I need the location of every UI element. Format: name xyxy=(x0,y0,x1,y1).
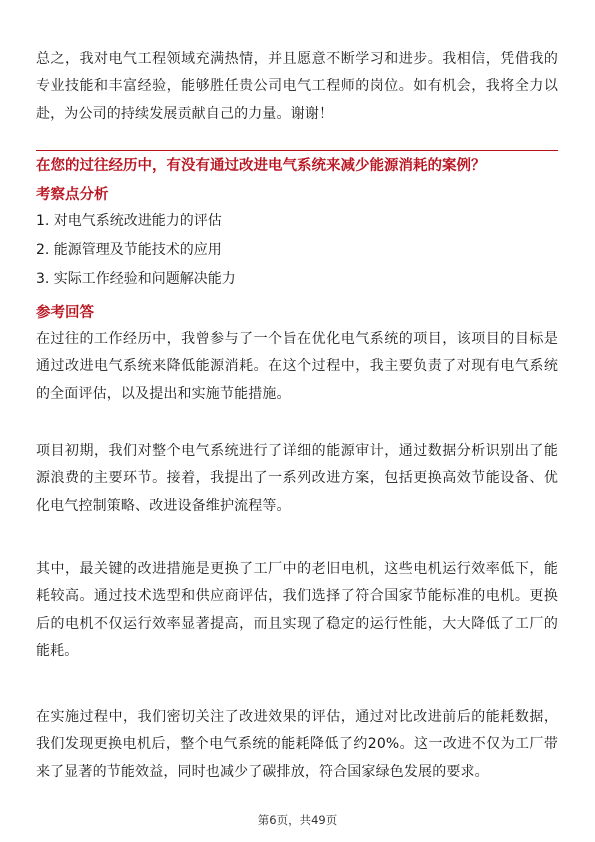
closing-paragraph: 总之，我对电气工程领域充满热情，并且愿意不断学习和进步。我相信，凭借我的专业技能和丰富经验，能够胜任贵公司电气工程师的岗位。如有机会，我将全力以赴，为公司的持续发展贡献自己的力量。谢谢！ xyxy=(36,51,558,122)
analysis-item-3: 3. 实际工作经验和问题解决能力 xyxy=(36,271,236,287)
answer-heading: 参考回答 xyxy=(36,305,94,321)
question-divider xyxy=(36,150,558,151)
answer-paragraph-2: 项目初期，我们对整个电气系统进行了详细的能源审计，通过数据分析识别出了能源浪费的主要环节。接着，我提出了一系列改进方案，包括更换高效节能设备、优化电气控制策略、改进设备维护流程等。 xyxy=(36,443,558,514)
analysis-heading: 考察点分析 xyxy=(36,187,109,203)
page-number: 第6页，共49页 xyxy=(257,813,338,827)
answer-paragraph-1: 在过往的工作经历中，我曾参与了一个旨在优化电气系统的项目，该项目的目标是通过改进电气系统来降低能源消耗。在这个过程中，我主要负责了对现有电气系统的全面评估，以及提出和实施节能措施。 xyxy=(36,331,558,402)
answer-paragraph-4: 在实施过程中，我们密切关注了改进效果的评估，通过对比改进前后的能耗数据，我们发现更换电机后，整个电气系统的能耗降低了约20%。这一改进不仅为工厂带来了显著的节能效益，同时也减少了碳排放，符合国家绿色发展的要求。 xyxy=(36,709,558,780)
analysis-item-2: 2. 能源管理及节能技术的应用 xyxy=(36,242,222,258)
question-title: 在您的过往经历中，有没有通过改进电气系统来减少能源消耗的案例？ xyxy=(36,158,486,174)
analysis-item-1: 1. 对电气系统改进能力的评估 xyxy=(36,213,222,229)
answer-paragraph-3: 其中，最关键的改进措施是更换了工厂中的老旧电机，这些电机运行效率低下，能耗较高。通过技术选型和供应商评估，我们选择了符合国家节能标准的电机。更换后的电机不仅运行效率显著提高，而且实现了稳定的运行性能，大大降低了工厂的能耗。 xyxy=(36,561,558,660)
